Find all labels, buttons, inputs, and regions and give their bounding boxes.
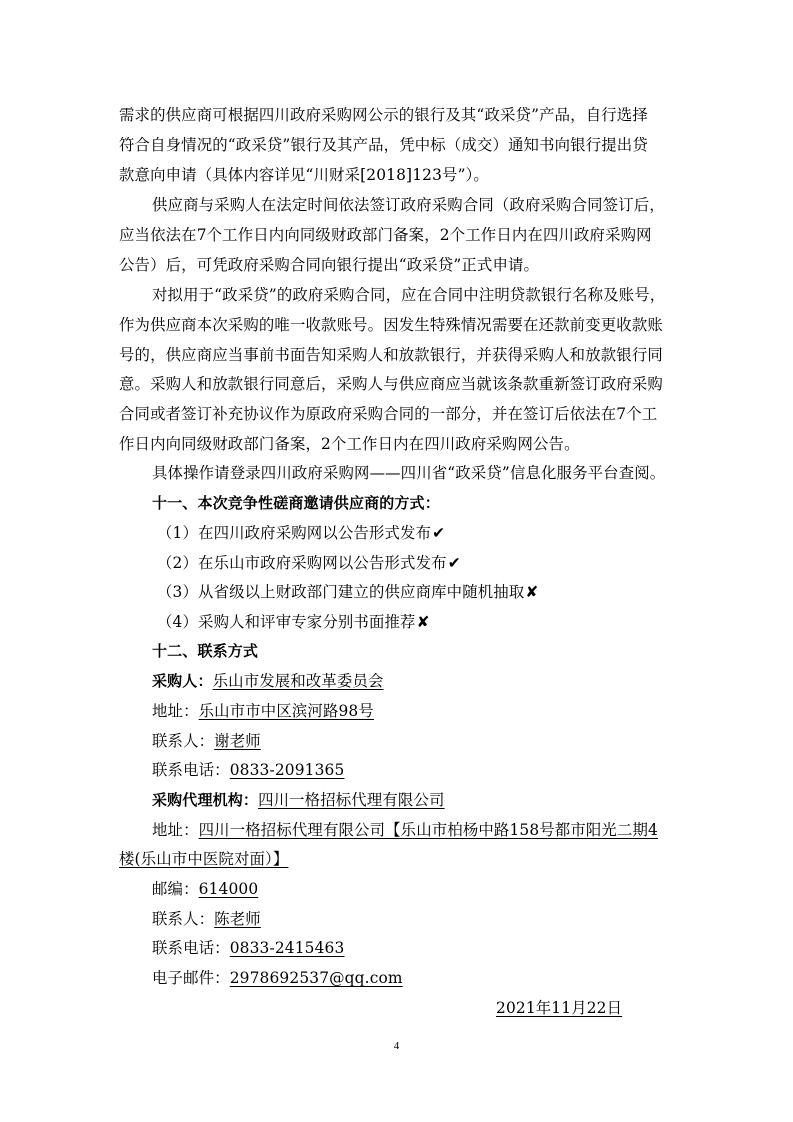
agency-address-value-continued: 楼(乐山市中医院对面）】 bbox=[119, 850, 289, 868]
address-label: 地址： bbox=[152, 702, 199, 720]
purchaser-row bbox=[152, 667, 675, 697]
purchaser-label: 采购人： bbox=[152, 672, 213, 690]
agency-address-row bbox=[152, 816, 675, 846]
agency-phone-row bbox=[152, 934, 675, 964]
paragraph-line: 具体操作请登录四川政府采购网——四川省“政采贷”信息化服务平台查阅。 bbox=[152, 464, 666, 482]
paragraph-line: 需求的供应商可根据四川政府采购网公示的银行及其“政采贷”产品，自行选择 bbox=[119, 106, 648, 124]
contact-value: 谢老师 bbox=[214, 732, 261, 750]
invite-option bbox=[157, 549, 675, 579]
agency-phone-value: 0833-2415463 bbox=[229, 939, 345, 957]
contact-row bbox=[152, 727, 675, 757]
paragraph-line: 合同或者签订补充协议作为原政府采购合同的一部分，并在签订后依法在7个工 bbox=[119, 405, 658, 423]
check-icon: ✔ bbox=[432, 524, 446, 542]
purchaser-value: 乐山市发展和改革委员会 bbox=[212, 672, 384, 690]
agency-contact-label: 联系人： bbox=[152, 910, 215, 928]
email-row bbox=[152, 964, 675, 994]
agency-phone-label: 联系电话： bbox=[152, 939, 230, 957]
paragraph-line: 款意向申请（具体内容详见“川财采[2018]123号”）。 bbox=[119, 166, 489, 184]
paragraph-line: 作为供应商本次采购的唯一收款账号。因发生特殊情况需要在还款前变更收款账 bbox=[119, 316, 663, 334]
paragraph-line: 对拟用于“政采贷”的政府采购合同，应在合同中注明贷款银行名称及账号， bbox=[152, 286, 666, 304]
option-text: （3）从省级以上财政部门建立的供应商库中随机抽取 bbox=[157, 583, 525, 601]
agency-label: 采购代理机构： bbox=[152, 791, 259, 809]
phone-value: 0833-2091365 bbox=[229, 761, 345, 779]
date-value: 2021年11月22日 bbox=[496, 999, 623, 1017]
invite-option bbox=[157, 519, 675, 549]
postcode-row bbox=[152, 875, 675, 905]
contact-label: 联系人： bbox=[152, 732, 215, 750]
paragraph-line: 意。采购人和放款银行同意后，采购人与供应商应当就该条款重新签订政府采购 bbox=[119, 375, 663, 393]
document-date bbox=[496, 994, 676, 1024]
agency-address-value: 四川一格招标代理有限公司【乐山市柏杨中路158号都市阳光二期4 bbox=[198, 821, 658, 839]
agency-row bbox=[152, 786, 675, 816]
section-heading: 十一、本次竞争性磋商邀请供应商的方式： bbox=[152, 494, 440, 512]
address-row bbox=[152, 697, 675, 727]
paragraph-line: 应当依法在7个工作日内向同级财政部门备案，2个工作日内在四川政府采购网 bbox=[119, 226, 652, 244]
section-heading: 十二、联系方式 bbox=[152, 642, 259, 660]
page-number: 4 bbox=[393, 1040, 400, 1052]
postcode-label: 邮编： bbox=[152, 880, 199, 898]
agency-value: 四川一格招标代理有限公司 bbox=[258, 791, 445, 809]
email-label: 电子邮件： bbox=[152, 969, 230, 987]
agency-address-continued bbox=[119, 845, 675, 875]
address-value: 乐山市市中区滨河路98号 bbox=[198, 702, 374, 720]
invite-option bbox=[157, 608, 675, 638]
agency-address-label: 地址： bbox=[152, 821, 199, 839]
email-value: 2978692537@qq.com bbox=[229, 969, 403, 987]
check-icon: ✔ bbox=[447, 554, 461, 572]
phone-row bbox=[152, 756, 675, 786]
paragraph-line: 符合自身情况的“政采贷”银行及其产品，凭中标（成交）通知书向银行提出贷 bbox=[119, 136, 648, 154]
option-text: （2）在乐山市政府采购网以公告形式发布 bbox=[157, 554, 447, 572]
paragraph-line: 供应商与采购人在法定时间依法签订政府采购合同（政府采购合同签订后， bbox=[152, 196, 665, 214]
cross-icon: ✘ bbox=[416, 613, 430, 631]
option-text: （4）采购人和评审专家分别书面推荐 bbox=[157, 613, 416, 631]
paragraph-line: 作日内向同级财政部门备案，2个工作日内在四川政府采购网公告。 bbox=[119, 435, 580, 453]
paragraph-line: 号的，供应商应当事前书面告知采购人和放款银行，并获得采购人和放款银行同 bbox=[119, 346, 663, 364]
invite-option bbox=[157, 578, 675, 608]
paragraph-line: 公告）后，可凭政府采购合同向银行提出“政采贷”正式申请。 bbox=[119, 256, 540, 274]
agency-contact-row bbox=[152, 905, 675, 935]
postcode-value: 614000 bbox=[198, 880, 259, 898]
option-text: （1）在四川政府采购网以公告形式发布 bbox=[157, 524, 432, 542]
cross-icon: ✘ bbox=[525, 583, 539, 601]
agency-contact-value: 陈老师 bbox=[214, 910, 261, 928]
phone-label: 联系电话： bbox=[152, 761, 230, 779]
